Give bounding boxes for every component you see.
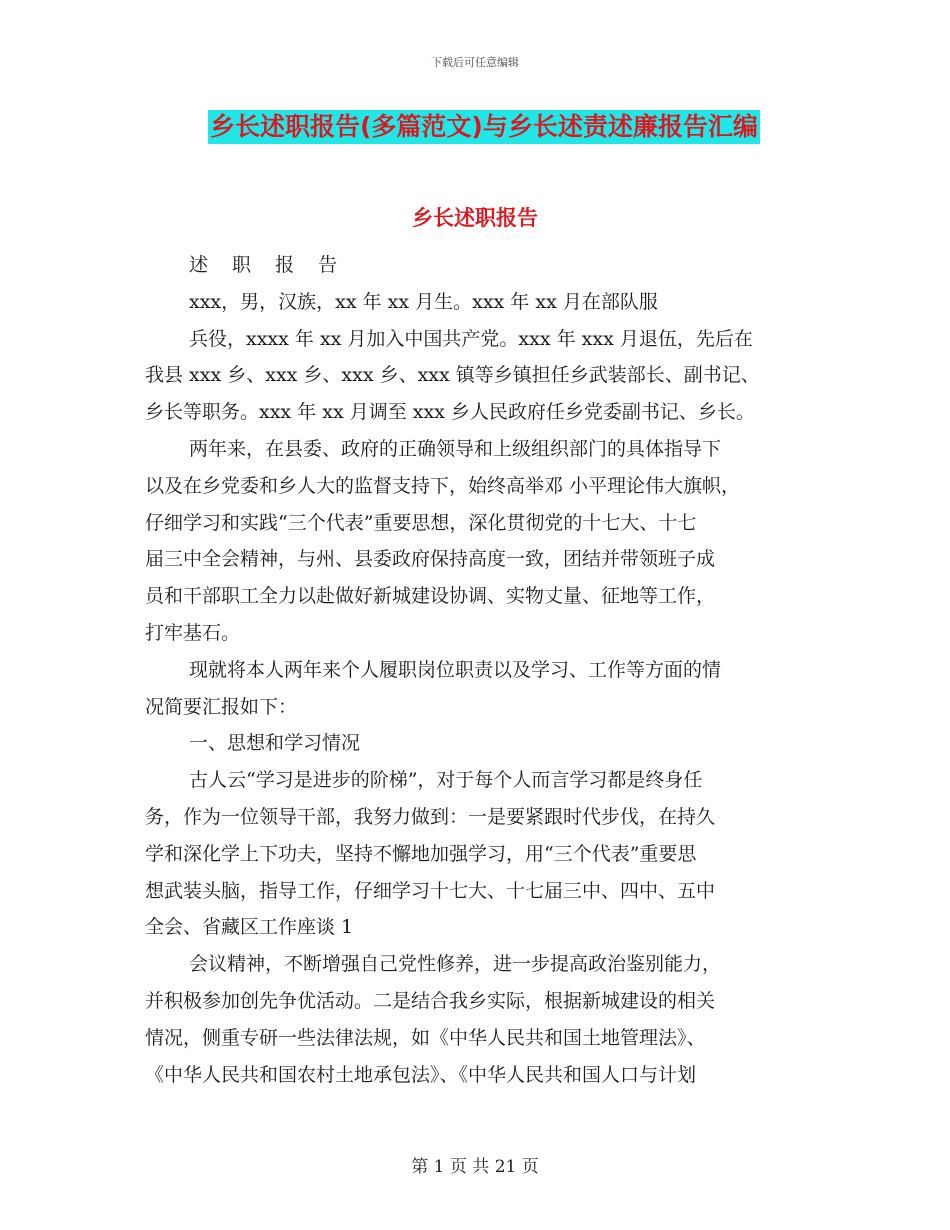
body-line: 我县 xxx 乡、xxx 乡、xxx 乡、xxx 镇等乡镇担任乡武装部长、副书记、 xyxy=(145,364,760,387)
body-line: 现就将本人两年来个人履职岗位职责以及学习、工作等方面的情 xyxy=(189,658,722,681)
page-header-note: 下载后可任意编辑 xyxy=(431,56,519,69)
body-line: 务，作为一位领导干部，我努力做到：一是要紧跟时代步伐，在持久 xyxy=(145,805,716,828)
body-line: 会议精神，不断增强自己党性修养，进一步提高政治鉴别能力， xyxy=(189,953,722,976)
body-line: 并积极参加创先争优活动。二是结合我乡实际，根据新城建设的相关 xyxy=(145,989,716,1012)
body-line: 古人云“学习是进步的阶梯”，对于每个人而言学习都是终身任 xyxy=(189,769,703,792)
page-footer: 第 1 页 共 21 页 xyxy=(411,1157,539,1177)
body-line: 况简要汇报如下： xyxy=(145,695,298,718)
document-body xyxy=(145,247,805,1093)
body-line: 届三中全会精神，与州、县委政府保持高度一致，团结并带领班子成 xyxy=(145,548,716,571)
body-line: 员和干部职工全力以赴做好新城建设协调、实物丈量、征地等工作， xyxy=(145,585,716,608)
body-line: 述 职 报 告 xyxy=(189,254,347,276)
body-line: 《中华人民共和国农村土地承包法》、《中华人民共和国人口与计划 xyxy=(145,1063,697,1086)
body-line: 情况，侧重专研一些法律法规，如《中华人民共和国土地管理法》、 xyxy=(145,1026,706,1049)
body-line: 全会、省藏区工作座谈 1 xyxy=(145,916,354,939)
section-title: 乡长述职报告 xyxy=(412,206,538,230)
body-line: 以及在乡党委和乡人大的监督支持下，始终高举邓 小平理论伟大旗帜， xyxy=(145,474,741,497)
body-line: xxx，男，汉族，xx 年 xx 月生。xxx 年 xx 月在部队服 xyxy=(189,290,658,313)
body-line: 想武装头脑，指导工作，仔细学习十七大、十七届三中、四中、五中 xyxy=(145,879,716,902)
body-line: 两年来，在县委、政府的正确领导和上级组织部门的具体指导下 xyxy=(189,437,722,460)
body-line: 学和深化学上下功夫，坚持不懈地加强学习，用“三个代表”重要思 xyxy=(145,842,697,865)
body-line: 兵役，xxxx 年 xx 月加入中国共产党。xxx 年 xxx 月退伍，先后在 xyxy=(189,327,753,350)
body-line: 乡长等职务。xxx 年 xx 月调至 xxx 乡人民政府任乡党委副书记、乡长。 xyxy=(145,401,755,424)
body-line: 仔细学习和实践“三个代表”重要思想，深化贯彻党的十七大、十七 xyxy=(145,511,697,534)
body-line: 打牢基石。 xyxy=(145,621,241,644)
document-main-title: 乡长述职报告(多篇范文)与乡长述责述廉报告汇编 xyxy=(208,110,760,144)
body-line: 一、思想和学习情况 xyxy=(189,732,361,755)
